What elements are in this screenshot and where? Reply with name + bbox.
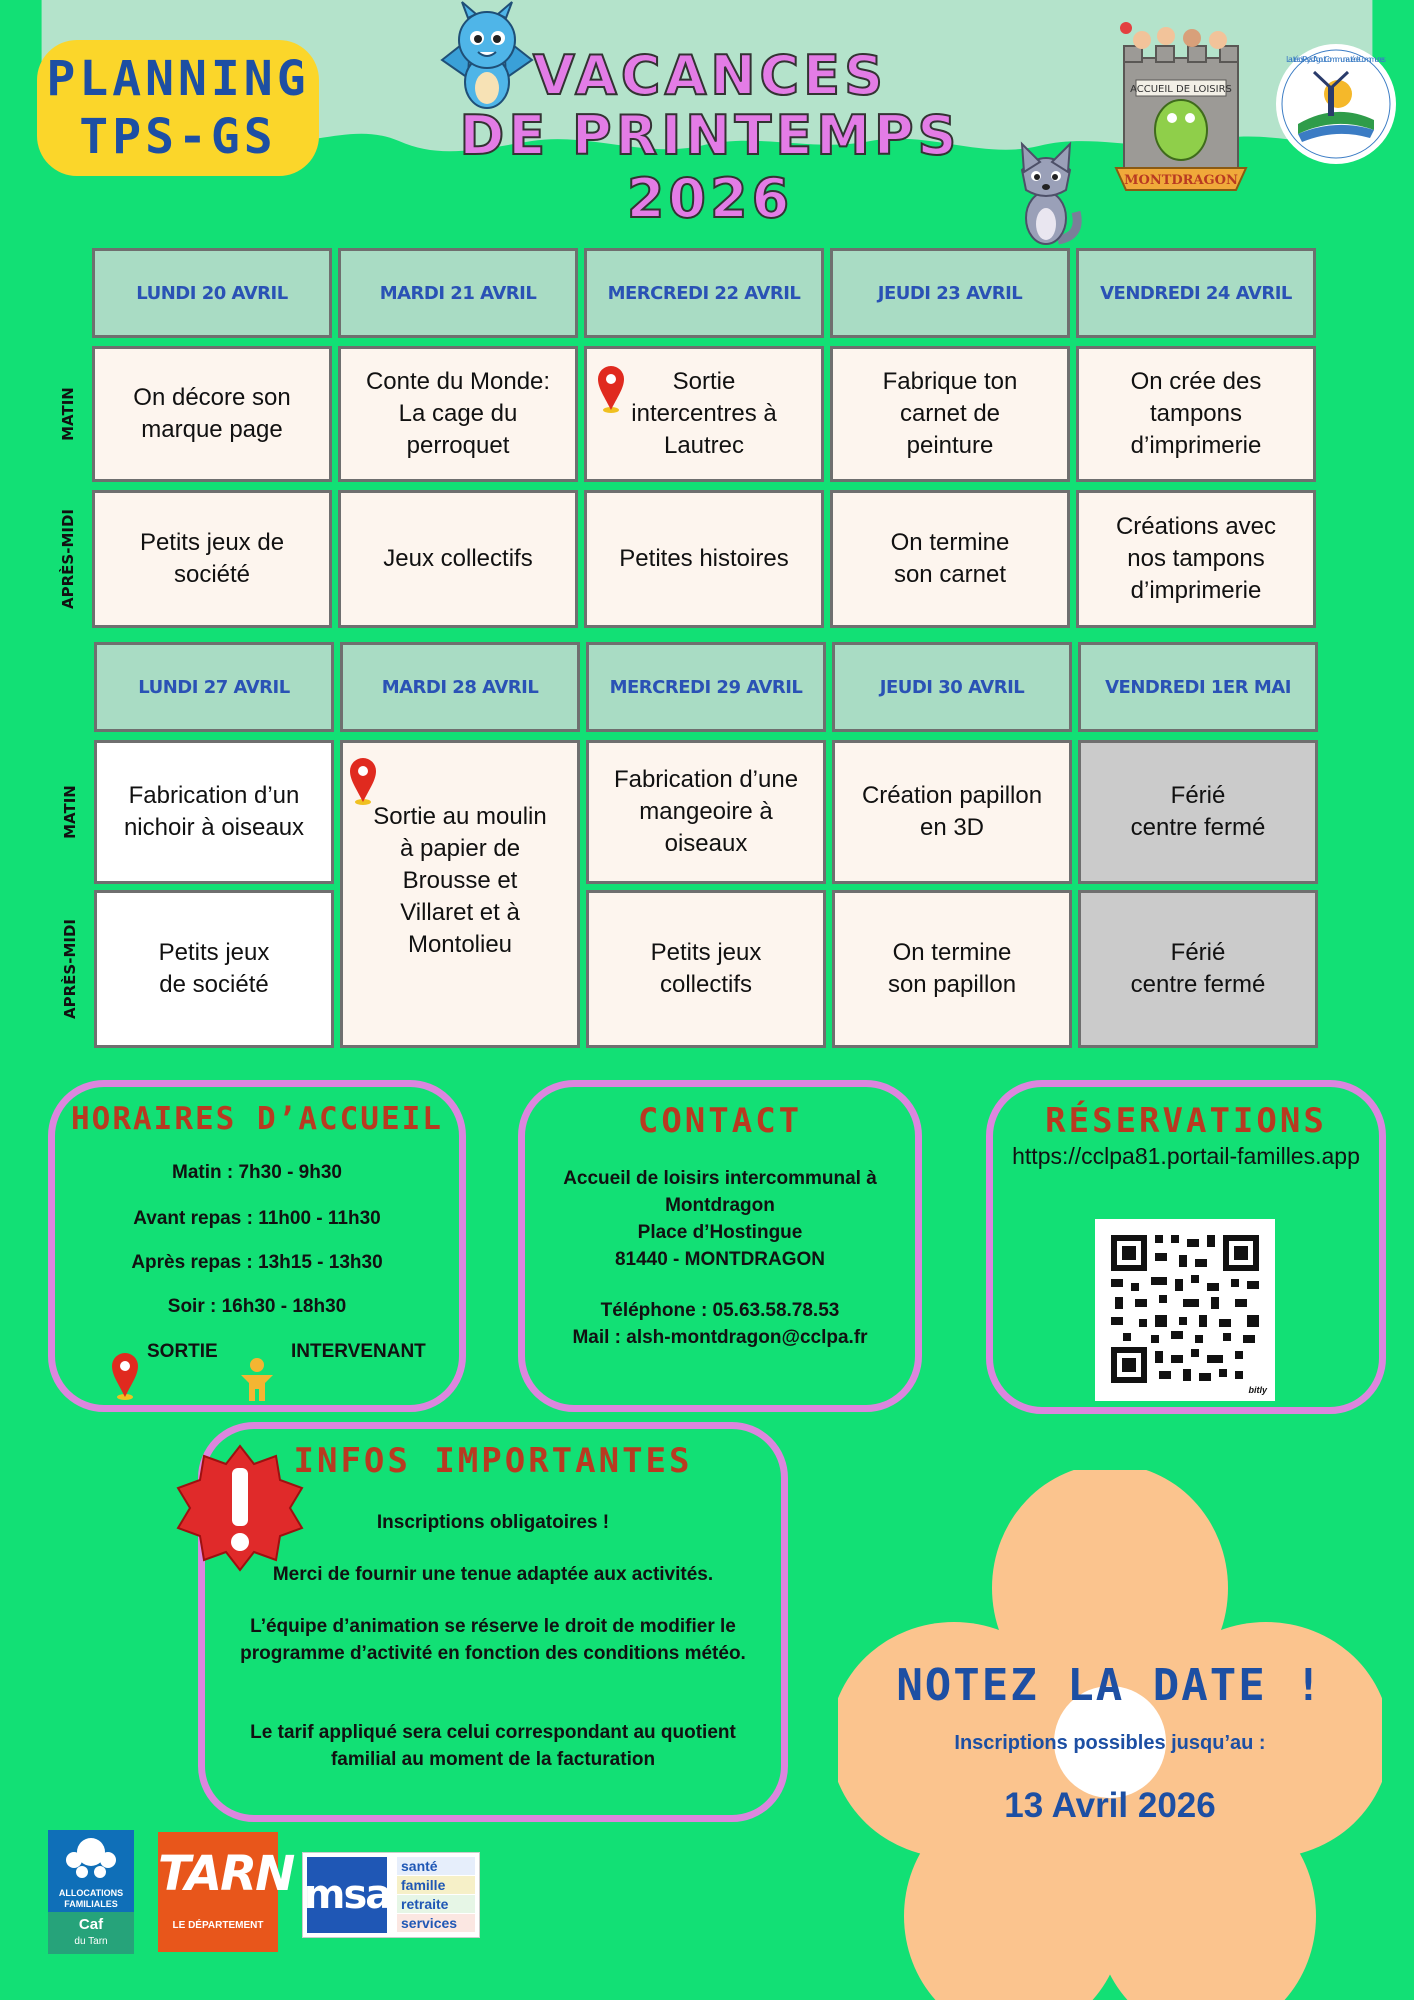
contact-box	[518, 1080, 922, 1412]
activity-cell: Conte du Monde: La cage du perroquet	[338, 346, 578, 482]
reservations-url[interactable]: https://cclpa81.portail-familles.app	[1012, 1143, 1360, 1169]
contact-title: CONTACT	[637, 1101, 803, 1141]
day-header-monday-20: LUNDI 20 AVRIL	[92, 248, 332, 338]
qr-brand-text: bitly	[1248, 1385, 1267, 1395]
wolf-mascot-illustration	[1008, 140, 1084, 248]
activity-cell-all-day: Sortie au moulin à papier de Brousse et Villaret et à Montolieu	[340, 740, 580, 1048]
activity-cell: Créations avec nos tampons d’imprimerie	[1076, 490, 1316, 628]
badge-line2: TPS-GS	[79, 109, 277, 165]
horaires-box	[48, 1080, 466, 1412]
reservations-box	[986, 1080, 1386, 1414]
day-header-thursday-30: JEUDI 30 AVRIL	[832, 642, 1072, 732]
day-header-wednesday-22: MERCREDI 22 AVRIL	[584, 248, 824, 338]
contact-address-line: 81440 - MONTDRAGON	[614, 1249, 826, 1270]
title-line1: VACANCES	[533, 44, 887, 107]
activity-cell: On termine son papillon	[832, 890, 1072, 1048]
contact-phone: Téléphone : 05.63.58.78.53	[600, 1300, 840, 1321]
tarn-departement-logo	[158, 1832, 294, 1952]
row-label-text: MATIN	[59, 387, 77, 441]
activity-cell: On crée des tampons d’imprimerie	[1076, 346, 1316, 482]
tarn-subtitle: LE DÉPARTEMENT	[172, 1920, 264, 1931]
row-label-morning-week2	[50, 740, 90, 884]
row-label-morning-week1	[48, 346, 88, 482]
communaute-logo-text: Lautrécois · Pays d'Agout · Communauté de Communes	[1286, 55, 1386, 64]
caf-family-icon	[48, 1830, 134, 1890]
infos-paragraph: L’équipe d’animation se réserve le droit de modifier le programme d’activité en fonction des conditions météo.	[240, 1616, 746, 1664]
warning-exclamation-icon	[174, 1442, 306, 1574]
caf-text-line: FAMILIALES	[64, 1899, 118, 1909]
day-header-tuesday-28: MARDI 28 AVRIL	[340, 642, 580, 732]
msa-line: services	[397, 1914, 475, 1932]
location-pin-icon	[348, 756, 378, 806]
caf-logo	[48, 1830, 134, 1954]
legend-pin-icon	[110, 1351, 140, 1401]
activity-cell: Petites histoires	[584, 490, 824, 628]
tarn-name: TARN	[158, 1846, 294, 1902]
horaires-title: HORAIRES D’ACCUEIL	[71, 1101, 443, 1137]
activity-cell: Petits jeux de société	[92, 490, 332, 628]
activity-cell: Petits jeux de société	[94, 890, 334, 1048]
activity-cell: Sortie intercentres à Lautrec	[584, 346, 824, 482]
notez-title: NOTEZ LA DATE !	[896, 1660, 1324, 1711]
horaires-line: Soir : 16h30 - 18h30	[167, 1296, 347, 1317]
contact-address-line: Place d’Hostingue	[637, 1222, 803, 1243]
closed-cell: Férié centre fermé	[1078, 740, 1318, 884]
notez-subtitle: Inscriptions possibles jusqu’au :	[954, 1732, 1266, 1754]
infos-paragraph: Inscriptions obligatoires !	[376, 1512, 610, 1533]
caf-text-line: ALLOCATIONS	[58, 1888, 124, 1898]
castle-illustration	[1106, 18, 1256, 206]
badge-line1: PLANNING	[46, 51, 310, 107]
notez-date: 13 Avril 2026	[1004, 1786, 1216, 1825]
day-header-monday-27: LUNDI 27 AVRIL	[94, 642, 334, 732]
msa-line: santé	[397, 1857, 475, 1875]
qr-code-graphic	[1095, 1219, 1275, 1401]
msa-line: famille	[397, 1876, 475, 1894]
castle-sign-text: ACCUEIL DE LOISIRS	[1130, 84, 1232, 95]
activity-cell: Fabrication d’une mangeoire à oiseaux	[586, 740, 826, 884]
day-header-friday-24: VENDREDI 24 AVRIL	[1076, 248, 1316, 338]
activity-cell: On décore son marque page	[92, 346, 332, 482]
communaute-communes-logo	[1274, 42, 1398, 166]
horaires-line: Avant repas : 11h00 - 11h30	[133, 1208, 381, 1229]
msa-letters-block	[303, 1857, 391, 1933]
row-label-text: MATIN	[61, 785, 79, 839]
castle-banner-text: MONTDRAGON	[1124, 173, 1238, 188]
row-label-afternoon-week1	[48, 490, 88, 628]
intervenant-person-icon	[235, 1357, 279, 1403]
infos-paragraph: Merci de fournir une tenue adaptée aux activités.	[272, 1564, 714, 1585]
row-label-text: APRÈS-MIDI	[61, 919, 79, 1019]
closed-cell: Férié centre fermé	[1078, 890, 1318, 1048]
activity-cell: Création papillon en 3D	[832, 740, 1072, 884]
planning-badge	[37, 40, 319, 176]
msa-line: retraite	[397, 1895, 475, 1913]
infos-title: INFOS IMPORTANTES	[293, 1441, 693, 1481]
contact-address-line: Accueil de loisirs intercommunal à	[563, 1168, 877, 1189]
contact-address-line: Montdragon	[665, 1195, 775, 1216]
activity-cell: Fabrication d’un nichoir à oiseaux	[94, 740, 334, 884]
activity-cell: Fabrique ton carnet de peinture	[830, 346, 1070, 482]
horaires-line: Matin : 7h30 - 9h30	[172, 1162, 342, 1183]
legend-intervenant-label: INTERVENANT	[291, 1341, 426, 1362]
caf-bottom-band	[48, 1912, 134, 1954]
caf-text-line: Caf	[78, 1916, 104, 1933]
row-label-afternoon-week2	[50, 890, 90, 1048]
activity-cell: Jeux collectifs	[338, 490, 578, 628]
location-pin-icon	[596, 364, 626, 414]
caf-text-line: du Tarn	[74, 1936, 108, 1947]
activity-cell: Petits jeux collectifs	[586, 890, 826, 1048]
title-line2: DE PRINTEMPS 2026	[459, 104, 961, 230]
day-header-thursday-23: JEUDI 23 AVRIL	[830, 248, 1070, 338]
qr-code[interactable]	[1095, 1219, 1275, 1401]
reservations-title: RÉSERVATIONS	[1045, 1101, 1327, 1141]
day-header-friday-1-mai: VENDREDI 1ER MAI	[1078, 642, 1318, 732]
contact-mail: Mail : alsh-montdragon@cclpa.fr	[572, 1327, 868, 1348]
msa-letters: msa	[303, 1872, 391, 1918]
infos-paragraph: Le tarif appliqué sera celui correspondant au quotient familial au moment de la facturation	[250, 1722, 736, 1770]
horaires-line: Après repas : 13h15 - 13h30	[131, 1252, 383, 1273]
activity-cell: On termine son carnet	[830, 490, 1070, 628]
legend-sortie-label: SORTIE	[147, 1341, 218, 1362]
msa-logo	[302, 1852, 480, 1938]
row-label-text: APRÈS-MIDI	[59, 509, 77, 609]
day-header-wednesday-29: MERCREDI 29 AVRIL	[586, 642, 826, 732]
day-header-tuesday-21: MARDI 21 AVRIL	[338, 248, 578, 338]
